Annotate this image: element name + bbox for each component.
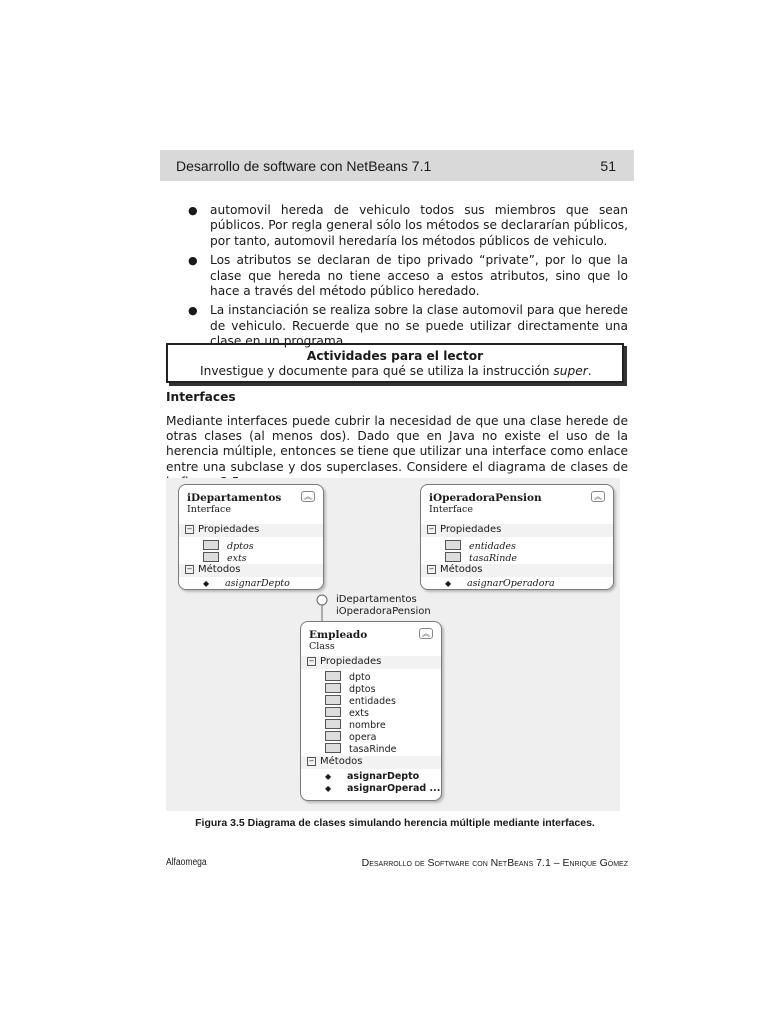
property-item: tasaRinde xyxy=(325,743,396,755)
interface-lollipop-icon xyxy=(317,595,327,605)
section-header[interactable]: − Propiedades xyxy=(179,524,323,537)
method-item: ◆ asignarDepto xyxy=(325,771,420,782)
method-icon: ◆ xyxy=(325,772,332,781)
collapse-icon[interactable]: ︽ xyxy=(591,491,605,502)
property-icon xyxy=(203,552,219,562)
class-box-ioperadorapension[interactable]: iOperadoraPension Interface ︽ − Propiedades entidades tasaRinde − Métodos ◆ asignarOperadora xyxy=(420,484,614,590)
property-item: dptos xyxy=(325,683,376,695)
class-box-idepartamentos[interactable]: iDepartamentos Interface ︽ − Propiedades dptos exts − Métodos ◆ asignarDepto xyxy=(178,484,324,590)
method-item: ◆ asignarOperadora xyxy=(445,578,555,589)
property-item: nombre xyxy=(325,719,386,731)
property-item: dptos xyxy=(203,540,254,552)
collapse-minus-icon: − xyxy=(186,565,193,573)
property-item: opera xyxy=(325,731,376,743)
collapse-minus-icon: − xyxy=(428,525,435,533)
method-icon: ◆ xyxy=(445,579,452,588)
figure-caption: Figura 3.5 Diagrama de clases simulando herencia múltiple mediante interfaces. xyxy=(195,817,595,829)
collapse-minus-icon: − xyxy=(308,657,315,665)
footer-publisher: Alfaomega xyxy=(166,857,207,868)
property-icon xyxy=(203,540,219,550)
lollipop-label: iDepartamentos xyxy=(336,594,417,605)
method-item: ◆ asignarDepto xyxy=(203,578,290,589)
property-item: exts xyxy=(203,552,247,564)
bullet-icon: ● xyxy=(188,304,198,318)
bullet-icon: ● xyxy=(188,204,198,217)
collapse-minus-icon: − xyxy=(186,525,193,533)
property-item: exts xyxy=(325,707,369,719)
list-item: ● La instanciación se realiza sobre la clase automovil para que herede de vehiculo. Recuerde que no se puede utilizar directamente una clase en un programa. xyxy=(188,303,628,349)
section-header[interactable]: − Métodos xyxy=(301,756,441,769)
page-number: 51 xyxy=(600,158,616,174)
property-icon xyxy=(445,552,461,562)
collapse-minus-icon: − xyxy=(308,757,315,765)
method-item: ◆ asignarOperad ... xyxy=(325,783,441,794)
bullet-icon: ● xyxy=(188,254,198,268)
class-box-empleado[interactable]: Empleado Class ︽ − Propiedades dpto dptos entidades exts nombre opera tasaRinde − Métodos ◆ asignarDepto ◆ asignarOperad ... xyxy=(300,621,442,801)
property-item: dpto xyxy=(325,671,371,683)
property-icon xyxy=(325,719,341,729)
collapse-minus-icon: − xyxy=(428,565,435,573)
activity-box xyxy=(166,343,624,383)
property-item: entidades xyxy=(325,695,396,707)
property-icon xyxy=(445,540,461,550)
body-paragraph: Mediante interfaces puede cubrir la necesidad de que una clase herede de otras clases (al menos dos). Dado que en Java no existe el uso de la herencia múltiple, entonces se tiene que utilizar una interface como enlace entre una subclase y dos superclases. Considere el diagrama de clases de xyxy=(166,414,628,474)
property-icon xyxy=(325,695,341,705)
lollipop-label: iOperadoraPension xyxy=(336,606,431,617)
page-header xyxy=(160,150,634,181)
property-item: tasaRinde xyxy=(445,552,517,564)
property-item: entidades xyxy=(445,540,516,552)
footer-book-title: Desarrollo de Software con NetBeans 7.1 – Enrique Gómez xyxy=(361,857,628,869)
method-icon: ◆ xyxy=(325,784,332,793)
section-title: Interfaces xyxy=(166,390,236,404)
property-icon xyxy=(325,671,341,681)
running-title: Desarrollo de software con NetBeans 7.1 xyxy=(176,158,432,174)
property-icon xyxy=(325,731,341,741)
activity-heading: Actividades para el lector xyxy=(306,349,484,363)
method-icon: ◆ xyxy=(203,579,210,588)
collapse-icon[interactable]: ︽ xyxy=(301,491,315,502)
list-item: ● Los atributos se declaran de tipo privado “private”, por lo que la clase que hereda no tiene acceso a estos atributos, sino que lo hace a través del método público heredado. xyxy=(188,253,628,299)
activity-text: Investigue y documente para qué se utiliza la instrucción super. xyxy=(200,364,592,378)
section-header[interactable]: − Propiedades xyxy=(301,656,441,669)
section-header[interactable]: − Métodos xyxy=(179,564,323,577)
bullet-list xyxy=(166,203,628,354)
section-header[interactable]: − Propiedades xyxy=(421,524,613,537)
property-icon xyxy=(325,683,341,693)
collapse-icon[interactable]: ︽ xyxy=(419,628,433,639)
class-diagram xyxy=(166,478,620,811)
section-header[interactable]: − Métodos xyxy=(421,564,613,577)
property-icon xyxy=(325,743,341,753)
list-item: ● automovil hereda de vehiculo todos sus miembros que sean públicos. Por regla general sólo los métodos se declararían públicos, por tanto, automovil heredaría los métodos públicos de vehiculo. xyxy=(188,203,628,248)
property-icon xyxy=(325,707,341,717)
